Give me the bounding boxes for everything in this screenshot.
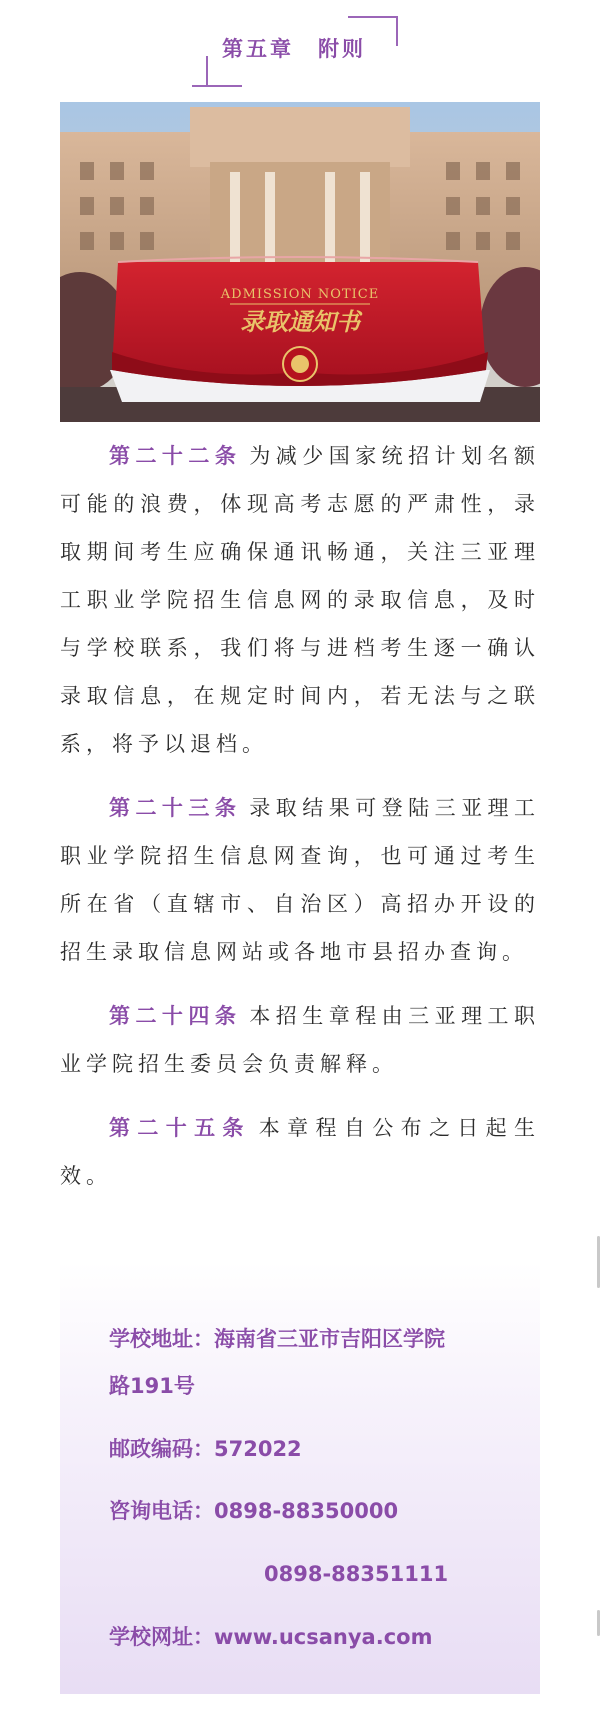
website-label: 学校网址： — [109, 1625, 214, 1649]
address-row — [109, 1316, 445, 1363]
article-text: 录取结果可登陆三亚理工职业学院招生信息网查询，也可通过考生所在省（直辖市、自治区）高招办开设的招生录取信息网站或各地市县招办查询。 — [60, 796, 541, 964]
address-row-continued — [109, 1363, 195, 1410]
phone-value-1[interactable]: 0898-88350000 — [214, 1499, 399, 1523]
article-24 — [60, 992, 540, 1088]
articles-section — [60, 432, 540, 1216]
chapter-title: 第五章 附则 — [222, 37, 366, 61]
article-number: 第二十二条 — [109, 444, 242, 468]
article-number: 第二十五条 — [109, 1116, 251, 1140]
postcode-label: 邮政编码： — [109, 1437, 214, 1461]
article-text: 本章程自公布之日起生效。 — [60, 1116, 541, 1188]
article-25 — [60, 1104, 540, 1200]
phone-value-2[interactable]: 0898-88351111 — [264, 1562, 449, 1586]
article-23 — [60, 784, 540, 976]
deco-line-top — [348, 16, 398, 18]
campus-photo — [60, 102, 540, 422]
deco-line-bottom — [192, 85, 242, 87]
article-text: 本招生章程由三亚理工职业学院招生委员会负责解释。 — [60, 1004, 541, 1076]
deco-line-bottom-vertical — [206, 56, 208, 86]
article-number: 第二十四条 — [109, 1004, 242, 1028]
article-text: 为减少国家统招计划名额可能的浪费，体现高考志愿的严肃性，录取期间考生应确保通讯畅通，关注三亚理工职业学院招生信息网的录取信息，及时与学校联系，我们将与进档考生逐一确认录取信息，在规定时间内，若无法与之联系，将予以退档。 — [60, 444, 541, 756]
address-value-continued: 路191号 — [109, 1374, 195, 1398]
address-value: 海南省三亚市吉阳区学院 — [214, 1327, 445, 1351]
address-label: 学校地址： — [109, 1327, 214, 1351]
deco-line-top-vertical — [396, 16, 398, 46]
chapter-header — [0, 0, 600, 90]
notice-en-text: ADMISSION NOTICE — [220, 287, 380, 302]
postcode-value: 572022 — [214, 1437, 302, 1461]
website-link[interactable]: www.ucsanya.com — [214, 1625, 433, 1649]
notice-cn-text: 录取通知书 — [240, 307, 360, 336]
postcode-row — [109, 1426, 302, 1473]
article-number: 第二十三条 — [109, 796, 242, 820]
phone-label: 咨询电话： — [109, 1499, 214, 1523]
article-22 — [60, 432, 540, 768]
phone-row-2 — [264, 1551, 448, 1598]
website-row — [109, 1614, 432, 1661]
phone-row — [109, 1488, 398, 1535]
contact-box — [60, 1262, 540, 1694]
